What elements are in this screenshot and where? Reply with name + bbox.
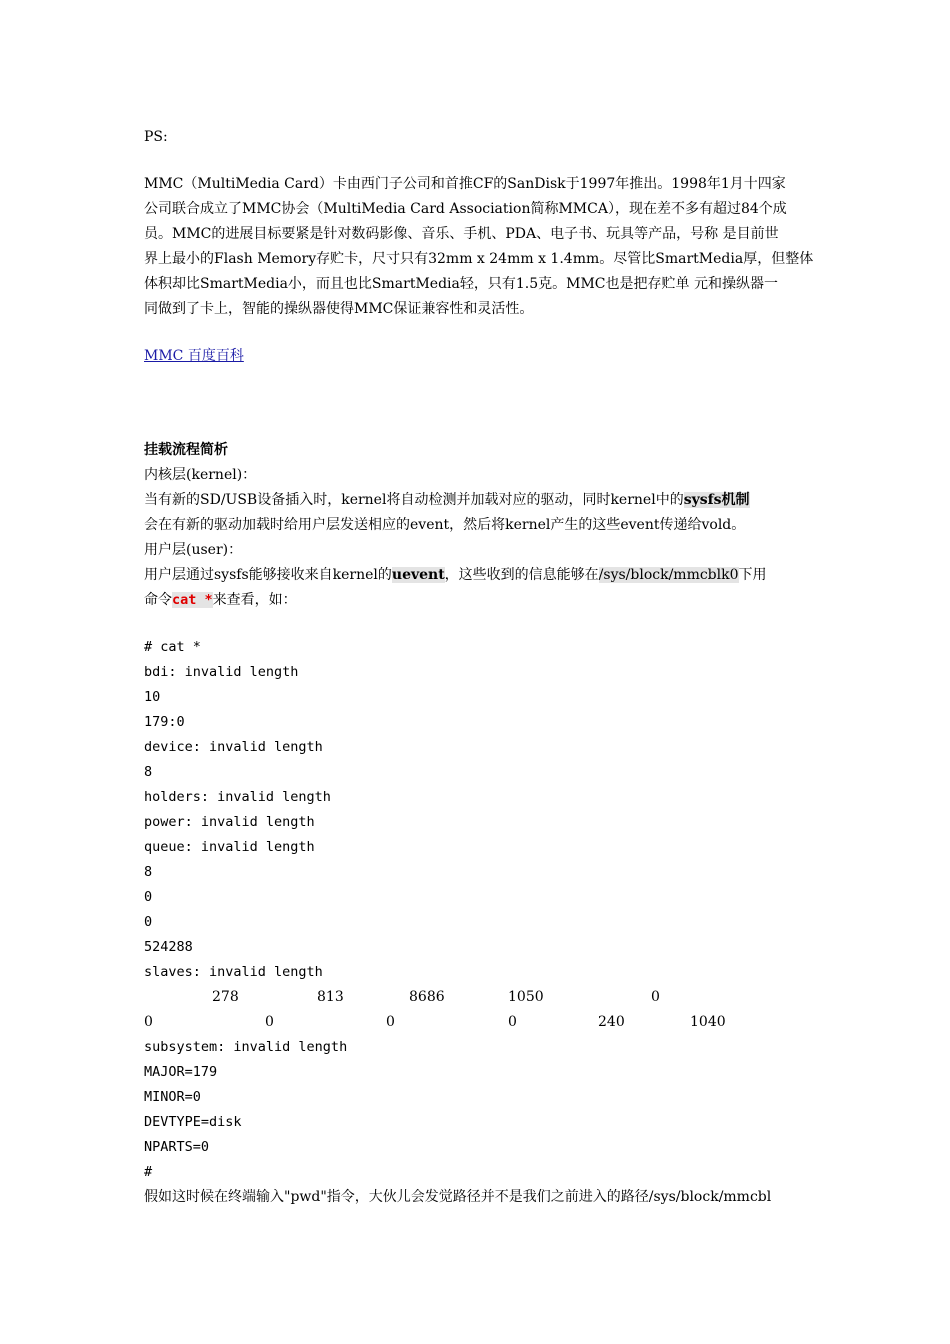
console-line: 8 <box>144 764 153 780</box>
sysfs-highlight: sysfs机制 <box>683 492 750 508</box>
console-line: 0 <box>144 914 153 930</box>
console-line: MINOR=0 <box>144 1089 201 1105</box>
console-line: power: invalid length <box>144 814 315 830</box>
console-line: holders: invalid length <box>144 789 331 805</box>
user-text-part: 用户层通过sysfs能够接收来自kernel的 <box>144 567 392 583</box>
console-line: device: invalid length <box>144 739 323 755</box>
console-line: subsystem: invalid length <box>144 1039 348 1055</box>
stat-value: 0 <box>508 1014 517 1030</box>
stat-value: 0 <box>386 1014 395 1030</box>
kernel-text-line: 会在有新的驱动加载时给用户层发送相应的event，然后将kernel产生的这些event传递给vold。 <box>144 517 746 533</box>
user-label: 用户层(user)： <box>144 542 243 558</box>
mmc-intro-line: MMC（MultiMedia Card）卡由西门子公司和首推CF的SanDisk于1997年推出。1998年1月十四家 <box>144 176 786 192</box>
baike-link[interactable]: MMC 百度百科 <box>144 348 244 364</box>
user-text-line <box>144 591 297 609</box>
kernel-text-part: 当有新的SD/USB设备插入时，kernel将自动检测并加载对应的驱动，同时kernel中的 <box>144 492 684 508</box>
mmc-intro-line: 员。MMC的进展目标要紧是针对数码影像、音乐、手机、PDA、电子书、玩具等产品，号称 是目前世 <box>144 226 779 242</box>
stat-value: 1050 <box>508 989 544 1005</box>
mmc-intro-line: 公司联合成立了MMC协会（MultiMedia Card Association简称MMCA），现在差不多有超过84个成 <box>144 201 787 217</box>
console-line: 524288 <box>144 939 193 955</box>
console-line: slaves: invalid length <box>144 964 323 980</box>
section-title: 挂载流程简析 <box>144 442 228 458</box>
console-line: queue: invalid length <box>144 839 315 855</box>
user-text-part: 来查看，如： <box>212 592 297 608</box>
mmc-intro-line: 体积却比SmartMedia小，而且也比SmartMedia轻，只有1.5克。MMC也是把存贮单 元和操纵器一 <box>144 276 778 292</box>
stat-value: 813 <box>317 989 344 1005</box>
stat-value: 0 <box>265 1014 274 1030</box>
mmc-intro-line: 同做到了卡上，智能的操纵器使得MMC保证兼容性和灵活性。 <box>144 301 534 317</box>
user-text-line <box>144 566 767 584</box>
console-line: 0 <box>144 889 153 905</box>
user-text-part: 下用 <box>738 567 767 583</box>
stat-value: 240 <box>598 1014 625 1030</box>
stat-value: 0 <box>144 1014 153 1030</box>
console-line: 8 <box>144 864 153 880</box>
console-line: 10 <box>144 689 161 705</box>
console-line: bdi: invalid length <box>144 664 299 680</box>
sys-path-highlight: /sys/block/mmcblk0 <box>598 567 739 583</box>
kernel-text-line <box>144 491 750 509</box>
console-line: # <box>144 1164 153 1180</box>
kernel-label: 内核层(kernel)： <box>144 467 257 483</box>
stat-value: 278 <box>212 989 239 1005</box>
uevent-highlight: uevent <box>391 567 445 583</box>
user-text-part: ，这些收到的信息能够在 <box>444 567 599 583</box>
cat-command-highlight: cat * <box>172 592 213 608</box>
console-line: # cat * <box>144 639 201 655</box>
console-line: DEVTYPE=disk <box>144 1114 242 1130</box>
mmc-intro-line: 界上最小的Flash Memory存贮卡，尺寸只有32mm x 24mm x 1.4mm。尽管比SmartMedia厚，但整体 <box>144 251 814 267</box>
ps-label: PS: <box>144 129 168 145</box>
console-line: NPARTS=0 <box>144 1139 210 1155</box>
console-line: 179:0 <box>144 714 185 730</box>
console-line: MAJOR=179 <box>144 1064 218 1080</box>
user-text-part: 命令 <box>144 592 172 608</box>
stat-value: 8686 <box>409 989 445 1005</box>
final-paragraph-line: 假如这时候在终端输入"pwd"指令，大伙儿会发觉路径并不是我们之前进入的路径/sys/block/mmcbl <box>144 1189 772 1205</box>
stat-value: 0 <box>651 989 660 1005</box>
stat-value: 1040 <box>690 1014 726 1030</box>
